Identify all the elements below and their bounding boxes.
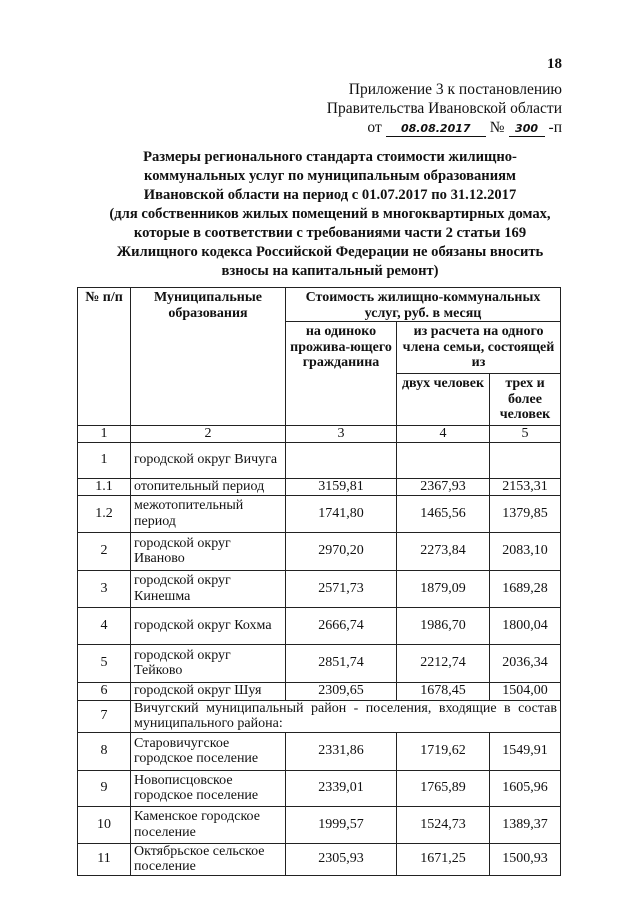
row-num: 2	[78, 532, 131, 570]
appendix-line-1: Приложение 3 к постановлению	[348, 81, 562, 98]
row-two: 2367,93	[397, 478, 490, 495]
row-name: городской округ Кинешма	[131, 570, 286, 607]
row-two: 1765,89	[397, 770, 490, 806]
row-num: 4	[78, 607, 131, 644]
row-three: 2083,10	[490, 532, 561, 570]
row-name: городской округ Шуя	[131, 682, 286, 700]
table-row	[78, 843, 561, 875]
row-num: 8	[78, 732, 131, 770]
row-single: 2339,01	[286, 770, 397, 806]
number-label: №	[489, 119, 505, 136]
title-line: Ивановской области на период с 01.07.2017 по 31.12.2017	[143, 187, 517, 203]
row-name: Старовичугское городское поселение	[131, 732, 286, 770]
header-cost-group: Стоимость жилищно-коммунальных услуг, руб. в месяц	[286, 288, 561, 322]
row-two	[397, 442, 490, 478]
row-two: 2212,74	[397, 644, 490, 682]
row-single: 2970,20	[286, 532, 397, 570]
table-row	[78, 478, 561, 495]
row-three	[490, 442, 561, 478]
header-single: на одиноко прожива-ющего гражданина	[286, 322, 397, 426]
column-number: 2	[131, 426, 286, 443]
table-row	[78, 732, 561, 770]
appendix-line-2: Правительства Ивановской области	[326, 100, 562, 117]
row-name: отопительный период	[131, 478, 286, 495]
table-row	[78, 607, 561, 644]
row-name: городской округ Вичуга	[131, 442, 286, 478]
row-single: 3159,81	[286, 478, 397, 495]
page-number: 18	[547, 56, 562, 72]
table-row	[78, 806, 561, 843]
row-three: 1689,28	[490, 570, 561, 607]
column-number: 3	[286, 426, 397, 443]
from-label: от	[367, 119, 382, 136]
header-municipality: Муниципальные образования	[131, 288, 286, 426]
table-row	[78, 495, 561, 532]
handwritten-date: 08.08.2017	[386, 122, 486, 137]
header-two: двух человек	[397, 374, 490, 426]
row-name: городской округ Иваново	[131, 532, 286, 570]
row-name: межотопительный период	[131, 495, 286, 532]
header-num: № п/п	[78, 288, 131, 426]
row-num: 1	[78, 442, 131, 478]
row-single: 2305,93	[286, 843, 397, 875]
number-suffix: -п	[548, 119, 562, 136]
row-single: 1999,57	[286, 806, 397, 843]
column-number-row	[78, 426, 561, 443]
document-title	[60, 148, 600, 281]
header-three-plus: трех и более человек	[490, 374, 561, 426]
row-two: 1678,45	[397, 682, 490, 700]
row-three: 1389,37	[490, 806, 561, 843]
row-two: 1671,25	[397, 843, 490, 875]
row-num: 5	[78, 644, 131, 682]
table-row	[78, 770, 561, 806]
row-two: 2273,84	[397, 532, 490, 570]
row-three: 2153,31	[490, 478, 561, 495]
section-text: Вичугский муниципальный район - поселения, входящие в состав муниципального района:	[131, 700, 561, 732]
row-single: 2571,73	[286, 570, 397, 607]
row-num: 10	[78, 806, 131, 843]
row-three: 2036,34	[490, 644, 561, 682]
row-num: 9	[78, 770, 131, 806]
row-name: Новописцовское городское поселение	[131, 770, 286, 806]
row-single: 2331,86	[286, 732, 397, 770]
appendix-line-3	[327, 118, 562, 137]
row-num: 7	[78, 700, 131, 732]
row-three: 1800,04	[490, 607, 561, 644]
row-name: городской округ Кохма	[131, 607, 286, 644]
handwritten-number: 300	[509, 122, 545, 137]
table-row	[78, 442, 561, 478]
title-line: Жилищного кодекса Российской Федерации не обязаны вносить	[116, 244, 544, 260]
row-single	[286, 442, 397, 478]
row-num: 6	[78, 682, 131, 700]
row-two: 1465,56	[397, 495, 490, 532]
row-num: 1.1	[78, 478, 131, 495]
column-number: 5	[490, 426, 561, 443]
title-line: Размеры регионального стандарта стоимости жилищно-	[143, 149, 517, 165]
row-single: 2309,65	[286, 682, 397, 700]
row-name: Каменское городское поселение	[131, 806, 286, 843]
table-row	[78, 570, 561, 607]
row-num: 11	[78, 843, 131, 875]
row-name: Октябрьское сельское поселение	[131, 843, 286, 875]
row-three: 1605,96	[490, 770, 561, 806]
row-three: 1500,93	[490, 843, 561, 875]
row-single: 2666,74	[286, 607, 397, 644]
title-line: которые в соответствии с требованиями части 2 статьи 169	[133, 225, 527, 241]
section-row	[78, 700, 561, 732]
row-three: 1379,85	[490, 495, 561, 532]
row-two: 1524,73	[397, 806, 490, 843]
standards-table	[77, 287, 561, 876]
column-number: 4	[397, 426, 490, 443]
row-two: 1719,62	[397, 732, 490, 770]
row-single: 1741,80	[286, 495, 397, 532]
table-row	[78, 532, 561, 570]
table-row	[78, 682, 561, 700]
table-row	[78, 644, 561, 682]
row-three: 1549,91	[490, 732, 561, 770]
row-num: 1.2	[78, 495, 131, 532]
row-two: 1986,70	[397, 607, 490, 644]
row-two: 1879,09	[397, 570, 490, 607]
row-single: 2851,74	[286, 644, 397, 682]
appendix-header	[327, 80, 562, 137]
header-family-group: из расчета на одного члена семьи, состоящей из	[397, 322, 561, 374]
row-num: 3	[78, 570, 131, 607]
row-three: 1504,00	[490, 682, 561, 700]
column-number: 1	[78, 426, 131, 443]
title-line: (для собственников жилых помещений в многоквартирных домах,	[109, 206, 551, 222]
title-line: взносы на капитальный ремонт)	[221, 263, 439, 279]
title-line: коммунальных услуг по муниципальным образованиям	[144, 168, 516, 184]
row-name: городской округ Тейково	[131, 644, 286, 682]
